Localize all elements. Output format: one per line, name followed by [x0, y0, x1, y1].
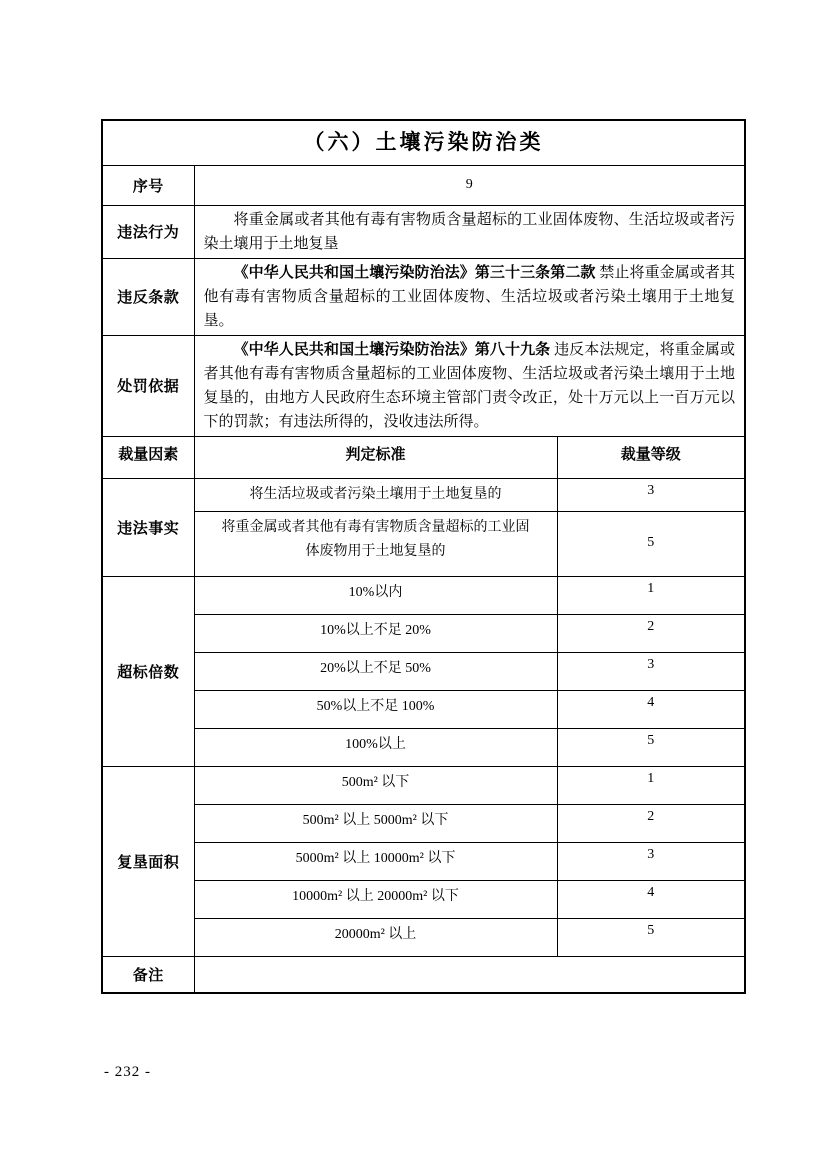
area-grade-1: 1	[557, 766, 745, 804]
discretion-header-row	[102, 436, 745, 478]
exceed-row-5	[102, 728, 745, 766]
exceed-grade-3: 3	[557, 652, 745, 690]
fact-row-2	[102, 511, 745, 576]
fact-row-1	[102, 478, 745, 511]
area-criteria-1: 500m² 以下	[194, 766, 557, 804]
area-row-5	[102, 918, 745, 956]
violated-clause-text	[204, 261, 736, 333]
illegal-act-cell	[194, 205, 745, 258]
area-grade-2: 2	[557, 804, 745, 842]
remark-value	[194, 956, 745, 993]
penalty-basis-law-name: 《中华人民共和国土壤污染防治法》第八十九条	[233, 341, 551, 358]
exceed-criteria-1: 10%以内	[194, 576, 557, 614]
violated-clause-row	[102, 258, 745, 335]
area-grade-5: 5	[557, 918, 745, 956]
discretion-factor-header: 裁量因素	[102, 436, 194, 478]
exceed-grade-4: 4	[557, 690, 745, 728]
fact-criteria-1: 将生活垃圾或者污染土壤用于土地复垦的	[194, 478, 557, 511]
exceed-criteria-5: 100%以上	[194, 728, 557, 766]
penalty-basis-text	[204, 338, 736, 434]
violated-clause-label: 违反条款	[102, 258, 194, 335]
serial-number-value: 9	[194, 165, 745, 205]
area-criteria-4: 10000m² 以上 20000m² 以下	[194, 880, 557, 918]
serial-number-label: 序号	[102, 165, 194, 205]
exceed-row-4	[102, 690, 745, 728]
area-row-4	[102, 880, 745, 918]
table-title: （六）土壤污染防治类	[102, 120, 745, 165]
exceed-row-1	[102, 576, 745, 614]
exceed-row-3	[102, 652, 745, 690]
area-row-1	[102, 766, 745, 804]
area-section-label: 复垦面积	[102, 766, 194, 956]
exceed-grade-2: 2	[557, 614, 745, 652]
fact-grade-1: 3	[557, 478, 745, 511]
exceed-grade-5: 5	[557, 728, 745, 766]
penalty-discretion-table	[101, 119, 746, 994]
exceed-criteria-2: 10%以上不足 20%	[194, 614, 557, 652]
serial-number-row	[102, 165, 745, 205]
fact-criteria-2: 将重金属或者其他有毒有害物质含量超标的工业固体废物用于土地复垦的	[194, 511, 557, 576]
criteria-header: 判定标准	[194, 436, 557, 478]
penalty-basis-law-body: 违反本法规定，将重金属或者其他有毒有害物质含量超标的工业固体废物、生活垃圾或者污染土壤用于土地复垦的，由地方人民政府生态环境主管部门责令改正，处十万元以上一百万元以下的罚款；有违法所得的，没收违法所得。	[203, 341, 736, 430]
page-number: - 232 -	[104, 1064, 151, 1080]
fact-section-label: 违法事实	[102, 478, 194, 576]
penalty-basis-row	[102, 335, 745, 436]
illegal-act-label: 违法行为	[102, 205, 194, 258]
violated-clause-cell	[194, 258, 745, 335]
area-grade-3: 3	[557, 842, 745, 880]
exceed-criteria-3: 20%以上不足 50%	[194, 652, 557, 690]
area-grade-4: 4	[557, 880, 745, 918]
area-row-2	[102, 804, 745, 842]
remark-label: 备注	[102, 956, 194, 993]
penalty-basis-label: 处罚依据	[102, 335, 194, 436]
fact-grade-2: 5	[557, 511, 745, 576]
illegal-act-text: 将重金属或者其他有毒有害物质含量超标的工业固体废物、生活垃圾或者污染土壤用于土地复垦	[203, 211, 736, 252]
exceed-section-label: 超标倍数	[102, 576, 194, 766]
exceed-grade-1: 1	[557, 576, 745, 614]
violated-clause-law-body: 禁止将重金属或者其他有毒有害物质含量超标的工业固体废物、生活垃圾或者污染土壤用于土地复垦。	[203, 264, 736, 329]
penalty-basis-cell	[194, 335, 745, 436]
violated-clause-law-name: 《中华人民共和国土壤污染防治法》第三十三条第二款	[233, 264, 596, 281]
grade-header: 裁量等级	[557, 436, 745, 478]
exceed-row-2	[102, 614, 745, 652]
title-row	[102, 120, 745, 165]
area-criteria-5: 20000m² 以上	[194, 918, 557, 956]
illegal-act-row	[102, 205, 745, 258]
area-criteria-2: 500m² 以上 5000m² 以下	[194, 804, 557, 842]
remark-row	[102, 956, 745, 993]
area-row-3	[102, 842, 745, 880]
area-criteria-3: 5000m² 以上 10000m² 以下	[194, 842, 557, 880]
exceed-criteria-4: 50%以上不足 100%	[194, 690, 557, 728]
